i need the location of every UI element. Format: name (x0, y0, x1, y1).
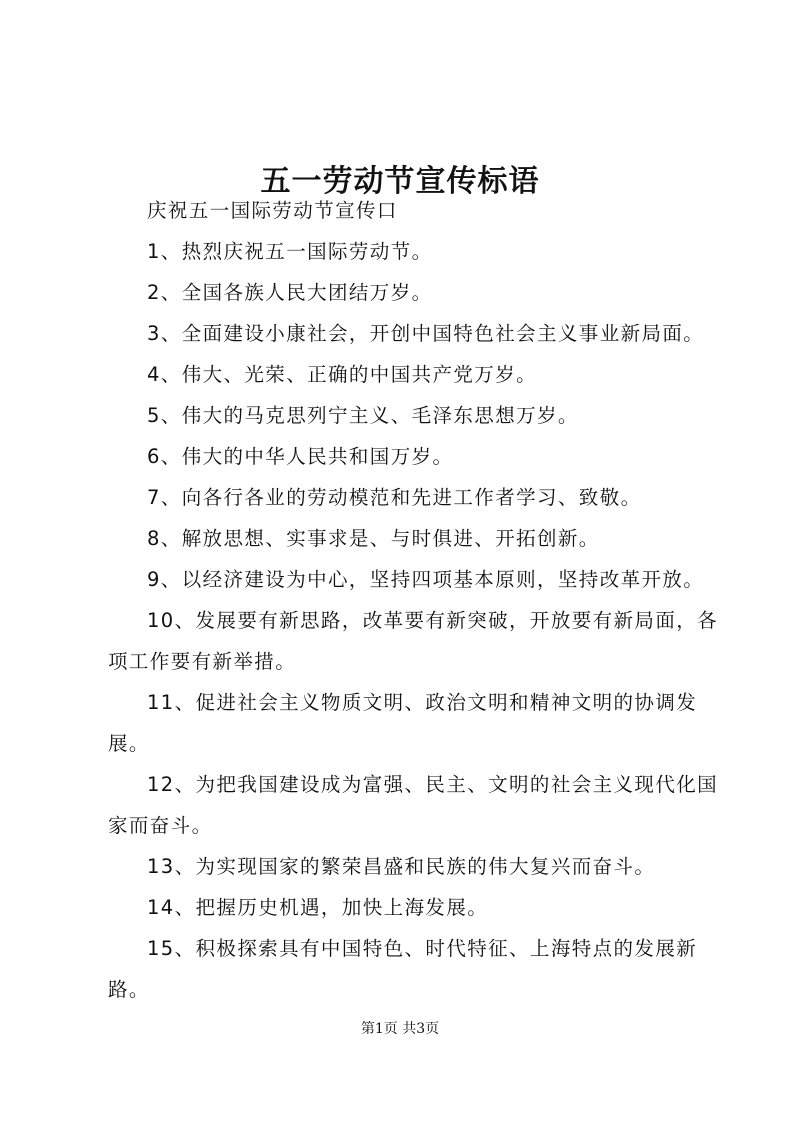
slogan-item: 4、伟大、光荣、正确的中国共产党万岁。 (147, 363, 538, 386)
slogan-item: 9、以经济建设为中心，坚持四项基本原则，坚持改革开放。 (147, 568, 705, 591)
slogan-item: 11、促进社会主义物质文明、政治文明和精神文明的协调发展。 (108, 691, 698, 755)
slogan-item: 6、伟大的中华人民共和国万岁。 (147, 445, 454, 468)
slogan-item: 1、热烈庆祝五一国际劳动节。 (147, 240, 433, 263)
slogan-item: 13、为实现国家的繁荣昌盛和民族的伟大复兴而奋斗。 (147, 855, 656, 878)
paragraph-intro: 庆祝五一国际劳动节宣传口 (147, 199, 398, 222)
slogan-item: 15、积极探索具有中国特色、时代特征、上海特点的发展新路。 (108, 937, 698, 1001)
page-number-footer: 第1页 共3页 (360, 1021, 440, 1037)
page-title: 五一劳动节宣传标语 (260, 164, 540, 200)
slogan-item: 3、全面建设小康社会，开创中国特色社会主义事业新局面。 (147, 322, 705, 345)
document-body (108, 190, 718, 1010)
slogan-item: 12、为把我国建设成为富强、民主、文明的社会主义现代化国家而奋斗。 (108, 773, 719, 837)
slogan-item: 7、向各行各业的劳动模范和先进工作者学习、致敬。 (147, 486, 642, 509)
slogan-item: 5、伟大的马克思列宁主义、毛泽东思想万岁。 (147, 404, 579, 427)
slogan-item: 10、发展要有新思路，改革要有新突破，开放要有新局面，各项工作要有新举措。 (108, 609, 719, 673)
slogan-item: 14、把握历史机遇，加快上海发展。 (147, 896, 489, 919)
slogan-item: 2、全国各族人民大团结万岁。 (147, 281, 433, 304)
slogan-item: 8、解放思想、实事求是、与时俱进、开拓创新。 (147, 527, 600, 550)
